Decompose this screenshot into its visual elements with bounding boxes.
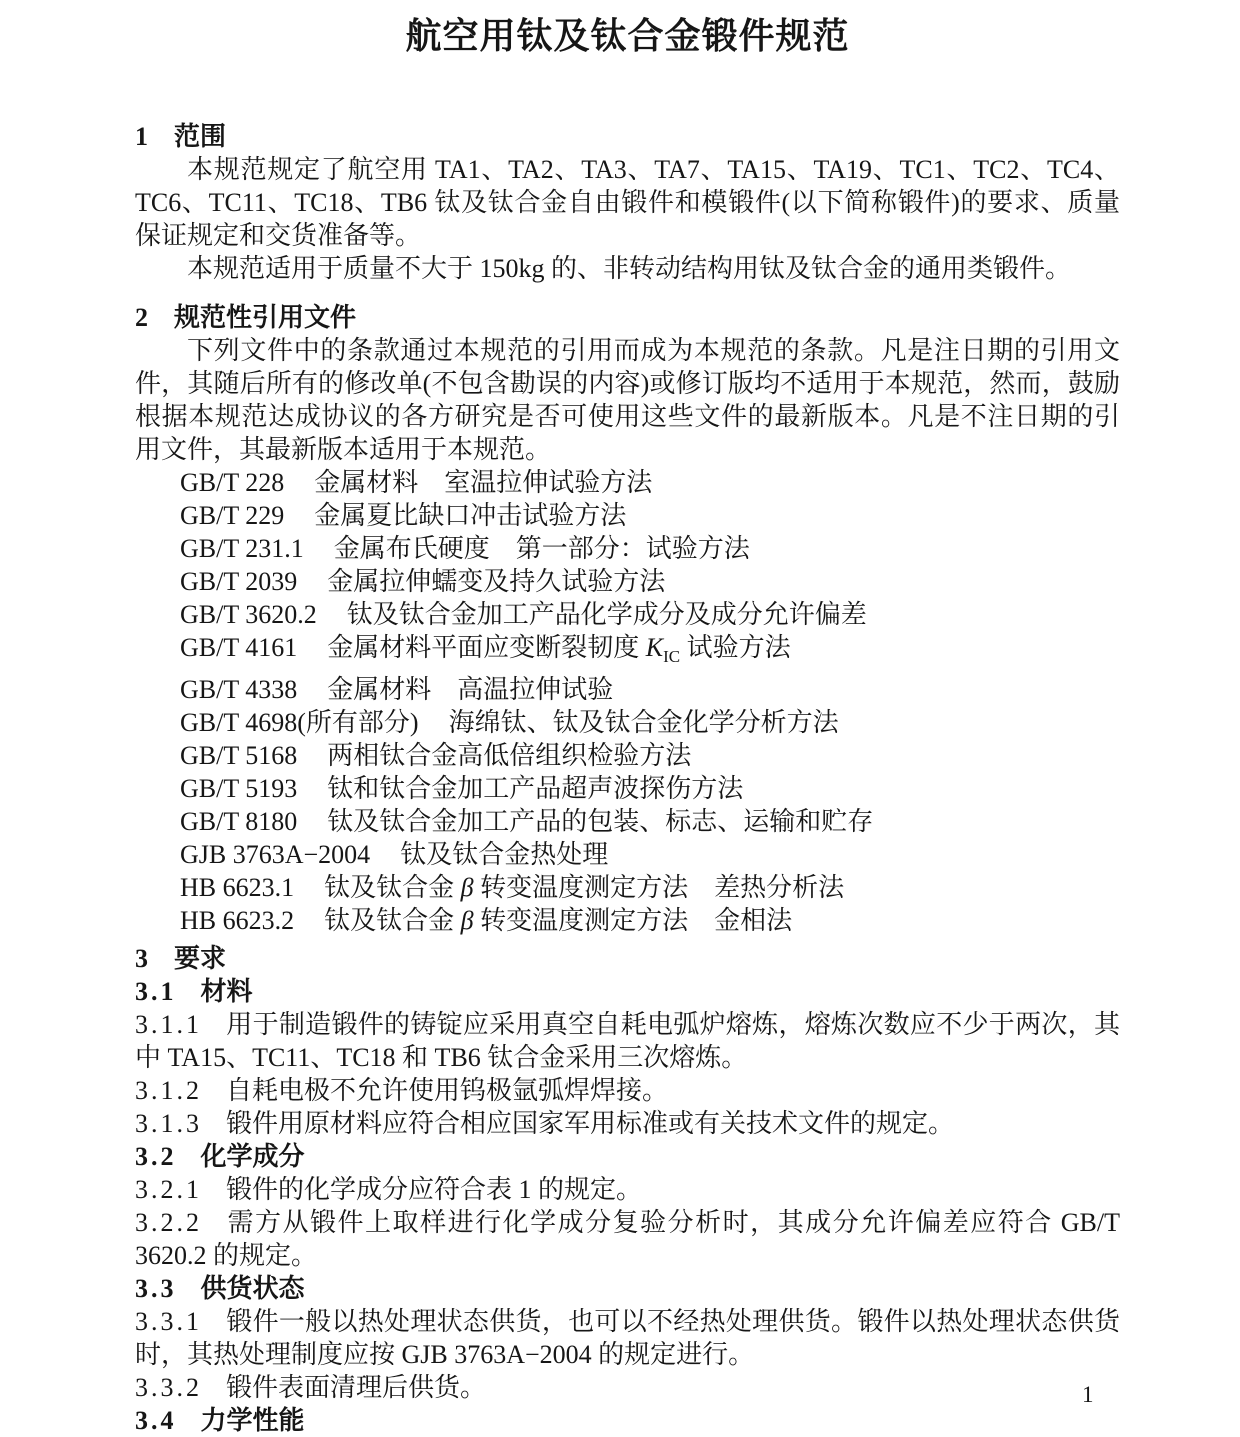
title-text: 试验方法 [680,633,791,662]
clause-number: 3.1.3 [135,1109,202,1139]
title-text: 钛及钛合金 [324,906,461,936]
clause-number: 3.1.2 [135,1076,202,1106]
clause-text: 锻件表面清理后供货。 [226,1373,487,1403]
clause-number: 3.3 [135,1274,177,1304]
clause-text: 锻件的化学成分应符合表 1 的规定。 [226,1175,643,1205]
references-intro-paragraph: 下列文件中的条款通过本规范的引用而成为本规范的条款。凡是注日期的引用文件，其随后所有的修改单(不包含勘误的内容)或修订版均不适用于本规范，然而，鼓励根据本规范达成协议的各方研究是否可使用这些文件的最新版本。凡是不注日期的引用文件，其最新版本适用于本规范。 [135,336,1120,464]
section-heading-scope [135,120,1120,153]
section-number: 2 [135,303,148,332]
standard-code: GB/T 4161 [180,633,298,662]
standard-code: GB/T 229 [180,501,285,530]
section-number: 1 [135,122,148,151]
section-heading-requirements [135,942,1120,975]
clause-text: 锻件用原材料应符合相应国家军用标准或有关技术文件的规定。 [226,1109,955,1139]
section-number: 3 [135,944,148,974]
clause-text: 用于制造锻件的铸锭应采用真空自耗电弧炉熔炼，熔炼次数应不少于两次，其中 TA15、TC11、TC18 和 TB6 钛合金采用三次熔炼。 [135,1010,1120,1073]
section-heading-normative-references [135,301,1120,334]
clause-3-2-heading [135,1140,1120,1173]
reference-item [180,673,1120,706]
reference-item [180,904,1120,937]
reference-list [135,466,1120,937]
reference-item [180,838,1120,871]
section-title: 规范性引用文件 [174,303,357,332]
title-text: 金属材料平面应变断裂韧度 [327,633,646,662]
clause-text: 需方从锻件上取样进行化学成分复验分析时，其成分允许偏差应符合 GB/T 3620.2 的规定。 [135,1208,1120,1271]
clause-text: 锻件一般以热处理状态供货，也可以不经热处理供货。锻件以热处理状态供货时，其热处理制度应按 GJB 3763A−2004 的规定进行。 [135,1307,1120,1370]
clause-number: 3.1.1 [135,1010,202,1040]
clause-number: 3.4 [135,1406,177,1436]
standard-code: HB 6623.2 [180,906,295,936]
clause-3-2-1 [135,1173,1120,1206]
clause-3-1-heading [135,975,1120,1008]
standard-title: 钛及钛合金加工产品化学成分及成分允许偏差 [346,600,867,629]
reference-item [180,871,1120,904]
fracture-toughness-symbol: K [645,633,664,662]
standard-title [327,633,791,667]
title-text: 钛及钛合金 [324,873,461,903]
clause-number: 3.3.1 [135,1307,202,1337]
scope-paragraph-1: 本规范规定了航空用 TA1、TA2、TA3、TA7、TA15、TA19、TC1、TC2、TC4、TC6、TC11、TC18、TB6 钛及钛合金自由锻件和模锻件(以下简称锻件)的要求、质量保证规定和交货准备等。 [135,155,1120,250]
clause-3-3-2 [135,1371,1120,1404]
standard-code: GB/T 231.1 [180,534,304,563]
standard-code: GB/T 5168 [180,741,298,771]
reference-item [180,565,1120,598]
standard-title: 海绵钛、钛及钛合金化学分析方法 [448,708,839,738]
reference-item [180,499,1120,532]
clause-number: 3.3.2 [135,1373,202,1403]
standard-code: HB 6623.1 [180,873,295,903]
clause-number: 3.2.2 [135,1208,202,1238]
standard-title [324,873,844,902]
beta-symbol: β [460,873,474,903]
reference-item [180,706,1120,739]
title-text: 转变温度测定方法 差热分析法 [473,873,845,903]
standard-title: 金属材料 室温拉伸试验方法 [314,468,653,497]
clause-3-3-heading [135,1272,1120,1305]
symbol-subscript: IC [663,647,681,667]
standard-code: GB/T 4338 [180,675,298,705]
standard-code: GB/T 2039 [180,567,298,596]
page-title: 航空用钛及钛合金锻件规范 [405,16,850,56]
reference-item [180,466,1120,499]
reference-item [180,532,1120,565]
standard-code: GB/T 228 [180,468,285,497]
standard-code: GJB 3763A−2004 [180,840,371,870]
page-number: 1 [1082,1382,1094,1407]
clause-3-1-1 [135,1008,1120,1074]
reference-item [180,598,1120,631]
clause-number: 3.2.1 [135,1175,202,1205]
clause-3-3-1 [135,1305,1120,1371]
standard-title: 金属夏比缺口冲击试验方法 [314,501,627,530]
clause-number: 3.1 [135,977,177,1007]
clause-3-1-2 [135,1074,1120,1107]
beta-symbol: β [460,906,474,936]
standard-title: 金属布氏硬度 第一部分：试验方法 [333,534,750,563]
standard-title [324,906,792,935]
clause-3-2-2 [135,1206,1120,1272]
standard-code: GB/T 5193 [180,774,298,804]
reference-item [180,772,1120,805]
reference-item [180,631,1120,673]
standard-title: 金属拉伸蠕变及持久试验方法 [327,567,666,596]
standard-code: GB/T 3620.2 [180,600,317,629]
standard-title: 钛及钛合金热处理 [400,840,609,870]
clause-text: 力学性能 [200,1406,305,1436]
standard-code: GB/T 8180 [180,807,298,837]
standard-title: 钛和钛合金加工产品超声波探伤方法 [327,774,744,804]
reference-item [180,739,1120,772]
standard-title: 金属材料 高温拉伸试验 [327,675,614,705]
clause-text: 供货状态 [200,1274,305,1304]
standard-title: 两相钛合金高低倍组织检验方法 [327,741,692,771]
scope-paragraph-2: 本规范适用于质量不大于 150kg 的、非转动结构用钛及钛合金的通用类锻件。 [187,254,1072,283]
clause-3-4-heading [135,1404,1120,1437]
standard-title: 钛及钛合金加工产品的包装、标志、运输和贮存 [327,807,874,837]
clause-number: 3.2 [135,1142,177,1172]
clause-text: 化学成分 [200,1142,305,1172]
clause-text: 自耗电极不允许使用钨极氩弧焊焊接。 [226,1076,669,1106]
clause-3-1-3 [135,1107,1120,1140]
section-title: 范围 [174,122,227,151]
section-title: 要求 [174,944,227,974]
standard-code: GB/T 4698(所有部分) [180,708,419,738]
reference-item [180,805,1120,838]
title-text: 转变温度测定方法 金相法 [473,906,793,936]
clause-text: 材料 [200,977,253,1007]
